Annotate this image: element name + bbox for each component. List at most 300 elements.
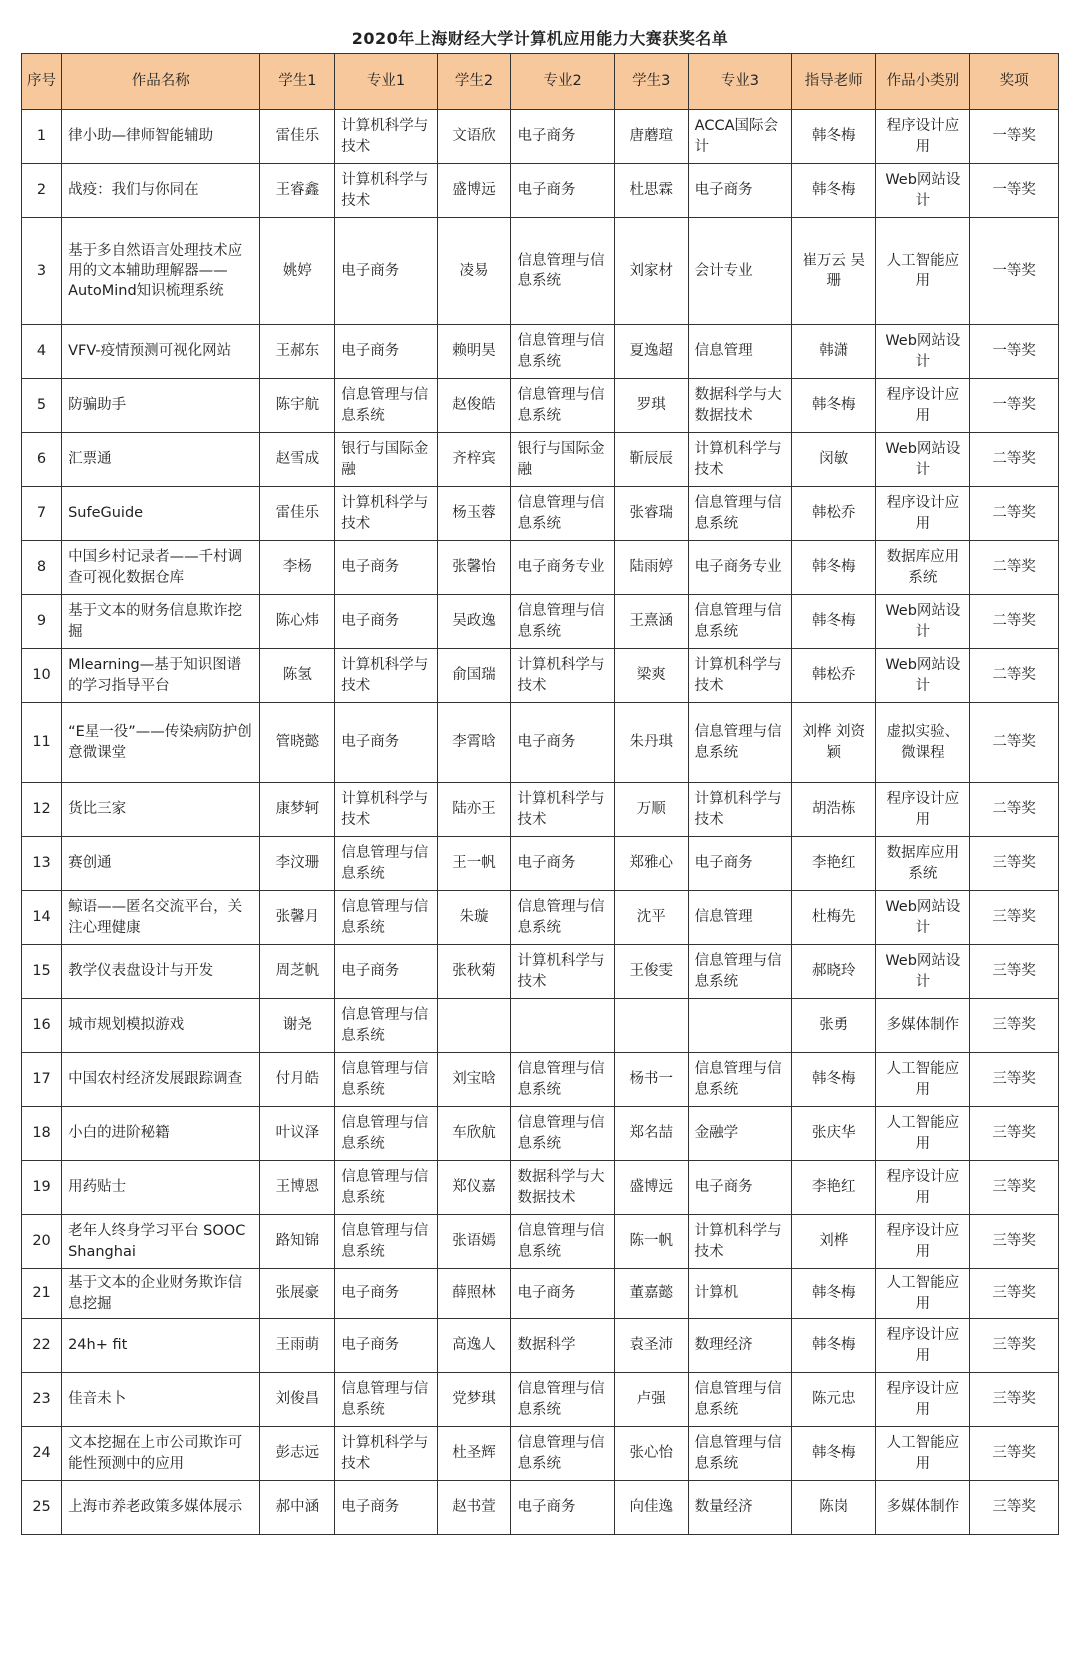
- work-name-cell: 城市规划模拟游戏: [62, 999, 260, 1053]
- major-2-cell: 电子商务: [511, 837, 614, 891]
- work-name-cell: 赛创通: [62, 837, 260, 891]
- advisor-cell: 韩冬梅: [792, 110, 876, 164]
- major-2-cell: 数据科学: [511, 1319, 614, 1373]
- major-3-cell: 数据科学与大数据技术: [688, 379, 791, 433]
- work-name-cell: “E星一役”——传染病防护创意微课堂: [62, 703, 260, 783]
- student-1-cell: 赵雪成: [260, 433, 335, 487]
- major-2-cell: 信息管理与信息系统: [511, 379, 614, 433]
- header-major-3: 专业3: [688, 54, 791, 110]
- work-name-cell: 中国乡村记录者——千村调查可视化数据仓库: [62, 541, 260, 595]
- index-cell: 19: [22, 1161, 62, 1215]
- advisor-cell: 韩冬梅: [792, 1427, 876, 1481]
- major-3-cell: 金融学: [688, 1107, 791, 1161]
- student-2-cell: 朱璇: [437, 891, 511, 945]
- major-3-cell: 计算机科学与技术: [688, 649, 791, 703]
- major-1-cell: 计算机科学与技术: [335, 110, 437, 164]
- advisor-cell: 韩冬梅: [792, 164, 876, 218]
- student-3-cell: 罗琪: [614, 379, 688, 433]
- major-1-cell: 计算机科学与技术: [335, 649, 437, 703]
- award-cell: 三等奖: [970, 837, 1059, 891]
- index-cell: 2: [22, 164, 62, 218]
- advisor-cell: 韩冬梅: [792, 1319, 876, 1373]
- student-2-cell: 凌易: [437, 218, 511, 325]
- major-3-cell: 信息管理与信息系统: [688, 595, 791, 649]
- major-2-cell: 银行与国际金融: [511, 433, 614, 487]
- major-1-cell: 银行与国际金融: [335, 433, 437, 487]
- student-2-cell: 杨玉蓉: [437, 487, 511, 541]
- index-cell: 10: [22, 649, 62, 703]
- major-3-cell: 计算机: [688, 1269, 791, 1319]
- award-cell: 三等奖: [970, 1107, 1059, 1161]
- category-cell: 多媒体制作: [876, 1481, 970, 1535]
- category-cell: 人工智能应用: [876, 1269, 970, 1319]
- advisor-cell: 郝晓玲: [792, 945, 876, 999]
- student-3-cell: 卢强: [614, 1373, 688, 1427]
- major-2-cell: 信息管理与信息系统: [511, 595, 614, 649]
- category-cell: 程序设计应用: [876, 110, 970, 164]
- major-2-cell: 计算机科学与技术: [511, 945, 614, 999]
- category-cell: Web网站设计: [876, 945, 970, 999]
- work-name-cell: Mlearning—基于知识图谱的学习指导平台: [62, 649, 260, 703]
- award-cell: 二等奖: [970, 433, 1059, 487]
- header-index: 序号: [22, 54, 62, 110]
- award-cell: 二等奖: [970, 703, 1059, 783]
- award-cell: 三等奖: [970, 1215, 1059, 1269]
- major-2-cell: 信息管理与信息系统: [511, 1373, 614, 1427]
- student-1-cell: 管晓懿: [260, 703, 335, 783]
- index-cell: 1: [22, 110, 62, 164]
- index-cell: 24: [22, 1427, 62, 1481]
- student-3-cell: 刘家材: [614, 218, 688, 325]
- student-3-cell: 陈一帆: [614, 1215, 688, 1269]
- student-1-cell: 彭志远: [260, 1427, 335, 1481]
- student-3-cell: 杜思霖: [614, 164, 688, 218]
- work-name-cell: 用药贴士: [62, 1161, 260, 1215]
- table-row: [22, 783, 1059, 837]
- category-cell: Web网站设计: [876, 433, 970, 487]
- work-name-cell: 小白的进阶秘籍: [62, 1107, 260, 1161]
- student-1-cell: 郝中涵: [260, 1481, 335, 1535]
- index-cell: 20: [22, 1215, 62, 1269]
- student-1-cell: 张馨月: [260, 891, 335, 945]
- award-cell: 二等奖: [970, 541, 1059, 595]
- table-body: [22, 110, 1059, 1535]
- student-1-cell: 雷佳乐: [260, 110, 335, 164]
- advisor-cell: 韩潇: [792, 325, 876, 379]
- major-2-cell: 信息管理与信息系统: [511, 1427, 614, 1481]
- header-student-3: 学生3: [614, 54, 688, 110]
- header-major-2: 专业2: [511, 54, 614, 110]
- award-table: [21, 53, 1059, 1535]
- work-name-cell: VFV-疫情预测可视化网站: [62, 325, 260, 379]
- student-1-cell: 陈心炜: [260, 595, 335, 649]
- major-3-cell: 信息管理与信息系统: [688, 945, 791, 999]
- student-1-cell: 王雨萌: [260, 1319, 335, 1373]
- category-cell: 数据库应用系统: [876, 837, 970, 891]
- major-3-cell: 信息管理与信息系统: [688, 1053, 791, 1107]
- student-3-cell: 唐蘑瑄: [614, 110, 688, 164]
- advisor-cell: 崔万云 吴珊: [792, 218, 876, 325]
- category-cell: 程序设计应用: [876, 783, 970, 837]
- student-2-cell: 张馨怡: [437, 541, 511, 595]
- work-name-cell: SufeGuide: [62, 487, 260, 541]
- student-2-cell: 李霄晗: [437, 703, 511, 783]
- major-1-cell: 信息管理与信息系统: [335, 1215, 437, 1269]
- advisor-cell: 闵敏: [792, 433, 876, 487]
- major-2-cell: 信息管理与信息系统: [511, 1107, 614, 1161]
- student-3-cell: 张心怡: [614, 1427, 688, 1481]
- index-cell: 15: [22, 945, 62, 999]
- major-3-cell: 数理经济: [688, 1319, 791, 1373]
- category-cell: 程序设计应用: [876, 379, 970, 433]
- student-2-cell: 车欣航: [437, 1107, 511, 1161]
- work-name-cell: 战疫：我们与你同在: [62, 164, 260, 218]
- major-1-cell: 信息管理与信息系统: [335, 379, 437, 433]
- work-name-cell: 中国农村经济发展跟踪调查: [62, 1053, 260, 1107]
- work-name-cell: 老年人终身学习平台 SOOC Shanghai: [62, 1215, 260, 1269]
- work-name-cell: 货比三家: [62, 783, 260, 837]
- work-name-cell: 上海市养老政策多媒体展示: [62, 1481, 260, 1535]
- award-cell: 一等奖: [970, 325, 1059, 379]
- award-cell: 三等奖: [970, 1373, 1059, 1427]
- advisor-cell: 陈岗: [792, 1481, 876, 1535]
- index-cell: 4: [22, 325, 62, 379]
- advisor-cell: 胡浩栋: [792, 783, 876, 837]
- major-1-cell: 计算机科学与技术: [335, 1427, 437, 1481]
- table-header-row: [22, 54, 1059, 110]
- student-3-cell: 杨书一: [614, 1053, 688, 1107]
- award-cell: 一等奖: [970, 218, 1059, 325]
- advisor-cell: 刘桦: [792, 1215, 876, 1269]
- table-row: [22, 541, 1059, 595]
- major-3-cell: 计算机科学与技术: [688, 433, 791, 487]
- advisor-cell: 韩冬梅: [792, 1269, 876, 1319]
- index-cell: 17: [22, 1053, 62, 1107]
- student-1-cell: 刘俊昌: [260, 1373, 335, 1427]
- student-2-cell: 俞国瑞: [437, 649, 511, 703]
- category-cell: 程序设计应用: [876, 1161, 970, 1215]
- student-2-cell: 张秋菊: [437, 945, 511, 999]
- student-3-cell: 向佳逸: [614, 1481, 688, 1535]
- work-name-cell: 律小助—律师智能辅助: [62, 110, 260, 164]
- major-3-cell: 信息管理与信息系统: [688, 487, 791, 541]
- index-cell: 18: [22, 1107, 62, 1161]
- award-cell: 三等奖: [970, 1427, 1059, 1481]
- table-row: [22, 945, 1059, 999]
- student-2-cell: 高逸人: [437, 1319, 511, 1373]
- advisor-cell: 杜梅先: [792, 891, 876, 945]
- student-2-cell: 张语嫣: [437, 1215, 511, 1269]
- category-cell: 程序设计应用: [876, 1215, 970, 1269]
- category-cell: 人工智能应用: [876, 1427, 970, 1481]
- table-row: [22, 1481, 1059, 1535]
- major-2-cell: 信息管理与信息系统: [511, 1053, 614, 1107]
- student-3-cell: 陆雨婷: [614, 541, 688, 595]
- category-cell: 数据库应用系统: [876, 541, 970, 595]
- major-3-cell: 电子商务: [688, 837, 791, 891]
- index-cell: 3: [22, 218, 62, 325]
- award-cell: 三等奖: [970, 1481, 1059, 1535]
- table-row: [22, 1053, 1059, 1107]
- award-cell: 三等奖: [970, 1161, 1059, 1215]
- header-work-name: 作品名称: [62, 54, 260, 110]
- major-1-cell: 计算机科学与技术: [335, 164, 437, 218]
- award-cell: 一等奖: [970, 164, 1059, 218]
- category-cell: 虚拟实验、微课程: [876, 703, 970, 783]
- major-1-cell: 信息管理与信息系统: [335, 1373, 437, 1427]
- student-3-cell: 盛博远: [614, 1161, 688, 1215]
- major-3-cell: 电子商务专业: [688, 541, 791, 595]
- student-3-cell: 万顺: [614, 783, 688, 837]
- work-name-cell: 文本挖掘在上市公司欺诈可能性预测中的应用: [62, 1427, 260, 1481]
- student-1-cell: 王睿鑫: [260, 164, 335, 218]
- major-1-cell: 计算机科学与技术: [335, 487, 437, 541]
- student-1-cell: 王博恩: [260, 1161, 335, 1215]
- student-3-cell: 夏逸超: [614, 325, 688, 379]
- major-3-cell: 信息管理与信息系统: [688, 1427, 791, 1481]
- major-1-cell: 电子商务: [335, 325, 437, 379]
- index-cell: 25: [22, 1481, 62, 1535]
- work-name-cell: 汇票通: [62, 433, 260, 487]
- student-1-cell: 王郝东: [260, 325, 335, 379]
- table-row: [22, 433, 1059, 487]
- advisor-cell: 张勇: [792, 999, 876, 1053]
- major-2-cell: 信息管理与信息系统: [511, 1215, 614, 1269]
- major-1-cell: 电子商务: [335, 1269, 437, 1319]
- student-2-cell: 党梦琪: [437, 1373, 511, 1427]
- major-1-cell: 信息管理与信息系统: [335, 1107, 437, 1161]
- major-1-cell: 信息管理与信息系统: [335, 1053, 437, 1107]
- index-cell: 16: [22, 999, 62, 1053]
- work-name-cell: 鲸语——匿名交流平台，关注心理健康: [62, 891, 260, 945]
- student-1-cell: 张展豪: [260, 1269, 335, 1319]
- student-3-cell: 朱丹琪: [614, 703, 688, 783]
- student-3-cell: 王俊雯: [614, 945, 688, 999]
- category-cell: 人工智能应用: [876, 1107, 970, 1161]
- award-cell: 二等奖: [970, 595, 1059, 649]
- major-1-cell: 电子商务: [335, 541, 437, 595]
- major-1-cell: 电子商务: [335, 595, 437, 649]
- major-2-cell: 电子商务: [511, 164, 614, 218]
- table-row: [22, 218, 1059, 325]
- table-row: [22, 1319, 1059, 1373]
- index-cell: 22: [22, 1319, 62, 1373]
- student-2-cell: 王一帆: [437, 837, 511, 891]
- table-row: [22, 703, 1059, 783]
- table-row: [22, 325, 1059, 379]
- category-cell: 程序设计应用: [876, 487, 970, 541]
- major-1-cell: 信息管理与信息系统: [335, 999, 437, 1053]
- index-cell: 23: [22, 1373, 62, 1427]
- major-1-cell: 电子商务: [335, 1319, 437, 1373]
- student-2-cell: 文语欣: [437, 110, 511, 164]
- index-cell: 6: [22, 433, 62, 487]
- major-2-cell: 信息管理与信息系统: [511, 325, 614, 379]
- table-row: [22, 1427, 1059, 1481]
- work-name-cell: 佳音未卜: [62, 1373, 260, 1427]
- table-row: [22, 999, 1059, 1053]
- header-major-1: 专业1: [335, 54, 437, 110]
- table-row: [22, 1107, 1059, 1161]
- major-2-cell: [511, 999, 614, 1053]
- major-2-cell: 电子商务: [511, 1481, 614, 1535]
- major-1-cell: 电子商务: [335, 945, 437, 999]
- header-category: 作品小类别: [876, 54, 970, 110]
- award-cell: 一等奖: [970, 110, 1059, 164]
- student-2-cell: 刘宝晗: [437, 1053, 511, 1107]
- student-1-cell: 李杨: [260, 541, 335, 595]
- table-row: [22, 1161, 1059, 1215]
- advisor-cell: 韩冬梅: [792, 1053, 876, 1107]
- major-2-cell: 信息管理与信息系统: [511, 891, 614, 945]
- header-advisor: 指导老师: [792, 54, 876, 110]
- student-3-cell: 靳辰辰: [614, 433, 688, 487]
- document-title: 2020年上海财经大学计算机应用能力大赛获奖名单: [351, 29, 729, 48]
- student-1-cell: 谢尧: [260, 999, 335, 1053]
- award-cell: 三等奖: [970, 1269, 1059, 1319]
- work-name-cell: 基于文本的企业财务欺诈信息挖掘: [62, 1269, 260, 1319]
- student-3-cell: 王熹涵: [614, 595, 688, 649]
- table-row: [22, 164, 1059, 218]
- major-2-cell: 电子商务: [511, 1269, 614, 1319]
- index-cell: 9: [22, 595, 62, 649]
- advisor-cell: 韩冬梅: [792, 541, 876, 595]
- student-2-cell: 赖明昊: [437, 325, 511, 379]
- table-row: [22, 649, 1059, 703]
- major-1-cell: 信息管理与信息系统: [335, 1161, 437, 1215]
- award-cell: 二等奖: [970, 649, 1059, 703]
- advisor-cell: 陈元忠: [792, 1373, 876, 1427]
- student-3-cell: 张睿瑞: [614, 487, 688, 541]
- index-cell: 8: [22, 541, 62, 595]
- major-2-cell: 信息管理与信息系统: [511, 487, 614, 541]
- major-2-cell: 电子商务: [511, 703, 614, 783]
- student-1-cell: 路知锦: [260, 1215, 335, 1269]
- major-3-cell: 电子商务: [688, 164, 791, 218]
- major-2-cell: 电子商务专业: [511, 541, 614, 595]
- major-1-cell: 信息管理与信息系统: [335, 891, 437, 945]
- work-name-cell: 24h+ fit: [62, 1319, 260, 1373]
- student-2-cell: 赵俊皓: [437, 379, 511, 433]
- student-1-cell: 雷佳乐: [260, 487, 335, 541]
- work-name-cell: 基于文本的财务信息欺诈挖掘: [62, 595, 260, 649]
- major-2-cell: 计算机科学与技术: [511, 783, 614, 837]
- major-1-cell: 电子商务: [335, 1481, 437, 1535]
- major-3-cell: 信息管理: [688, 325, 791, 379]
- student-3-cell: 沈平: [614, 891, 688, 945]
- major-3-cell: 数量经济: [688, 1481, 791, 1535]
- header-student-1: 学生1: [260, 54, 335, 110]
- student-3-cell: [614, 999, 688, 1053]
- advisor-cell: 韩松乔: [792, 487, 876, 541]
- student-1-cell: 叶议泽: [260, 1107, 335, 1161]
- student-3-cell: 董嘉懿: [614, 1269, 688, 1319]
- work-name-cell: 教学仪表盘设计与开发: [62, 945, 260, 999]
- table-row: [22, 1215, 1059, 1269]
- student-1-cell: 陈氢: [260, 649, 335, 703]
- advisor-cell: 韩冬梅: [792, 595, 876, 649]
- award-cell: 三等奖: [970, 1319, 1059, 1373]
- category-cell: 人工智能应用: [876, 218, 970, 325]
- work-name-cell: 基于多自然语言处理技术应用的文本辅助理解器——AutoMind知识梳理系统: [62, 218, 260, 325]
- student-3-cell: 袁圣沛: [614, 1319, 688, 1373]
- major-3-cell: 会计专业: [688, 218, 791, 325]
- award-cell: 一等奖: [970, 379, 1059, 433]
- advisor-cell: 李艳红: [792, 1161, 876, 1215]
- major-2-cell: 信息管理与信息系统: [511, 218, 614, 325]
- award-cell: 三等奖: [970, 891, 1059, 945]
- major-3-cell: 电子商务: [688, 1161, 791, 1215]
- advisor-cell: 李艳红: [792, 837, 876, 891]
- category-cell: Web网站设计: [876, 595, 970, 649]
- student-2-cell: 吴政逸: [437, 595, 511, 649]
- index-cell: 13: [22, 837, 62, 891]
- major-1-cell: 计算机科学与技术: [335, 783, 437, 837]
- student-1-cell: 李汶珊: [260, 837, 335, 891]
- advisor-cell: 张庆华: [792, 1107, 876, 1161]
- student-2-cell: 赵书萱: [437, 1481, 511, 1535]
- table-row: [22, 837, 1059, 891]
- student-2-cell: 齐梓宾: [437, 433, 511, 487]
- category-cell: Web网站设计: [876, 325, 970, 379]
- student-3-cell: 梁爽: [614, 649, 688, 703]
- major-3-cell: 计算机科学与技术: [688, 783, 791, 837]
- student-1-cell: 陈宇航: [260, 379, 335, 433]
- advisor-cell: 韩冬梅: [792, 379, 876, 433]
- major-2-cell: 电子商务: [511, 110, 614, 164]
- student-1-cell: 姚婷: [260, 218, 335, 325]
- major-2-cell: 数据科学与大数据技术: [511, 1161, 614, 1215]
- table-row: [22, 379, 1059, 433]
- table-row: [22, 487, 1059, 541]
- index-cell: 11: [22, 703, 62, 783]
- advisor-cell: 刘桦 刘资颖: [792, 703, 876, 783]
- major-2-cell: 计算机科学与技术: [511, 649, 614, 703]
- student-2-cell: 薛照林: [437, 1269, 511, 1319]
- category-cell: Web网站设计: [876, 649, 970, 703]
- index-cell: 14: [22, 891, 62, 945]
- student-1-cell: 周芝帆: [260, 945, 335, 999]
- work-name-cell: 防骗助手: [62, 379, 260, 433]
- major-1-cell: 信息管理与信息系统: [335, 837, 437, 891]
- header-student-2: 学生2: [437, 54, 511, 110]
- student-2-cell: 盛博远: [437, 164, 511, 218]
- student-1-cell: 付月皓: [260, 1053, 335, 1107]
- major-3-cell: 信息管理与信息系统: [688, 1373, 791, 1427]
- table-row: [22, 1269, 1059, 1319]
- student-3-cell: 郑名喆: [614, 1107, 688, 1161]
- index-cell: 7: [22, 487, 62, 541]
- category-cell: 程序设计应用: [876, 1319, 970, 1373]
- major-1-cell: 电子商务: [335, 218, 437, 325]
- major-3-cell: [688, 999, 791, 1053]
- student-2-cell: 郑仪嘉: [437, 1161, 511, 1215]
- advisor-cell: 韩松乔: [792, 649, 876, 703]
- major-3-cell: 信息管理与信息系统: [688, 703, 791, 783]
- table-row: [22, 891, 1059, 945]
- header-award: 奖项: [970, 54, 1059, 110]
- major-3-cell: 计算机科学与技术: [688, 1215, 791, 1269]
- index-cell: 12: [22, 783, 62, 837]
- student-1-cell: 康梦轲: [260, 783, 335, 837]
- award-cell: 二等奖: [970, 487, 1059, 541]
- student-2-cell: 杜圣辉: [437, 1427, 511, 1481]
- category-cell: 人工智能应用: [876, 1053, 970, 1107]
- index-cell: 21: [22, 1269, 62, 1319]
- category-cell: 多媒体制作: [876, 999, 970, 1053]
- major-3-cell: 信息管理: [688, 891, 791, 945]
- table-row: [22, 1373, 1059, 1427]
